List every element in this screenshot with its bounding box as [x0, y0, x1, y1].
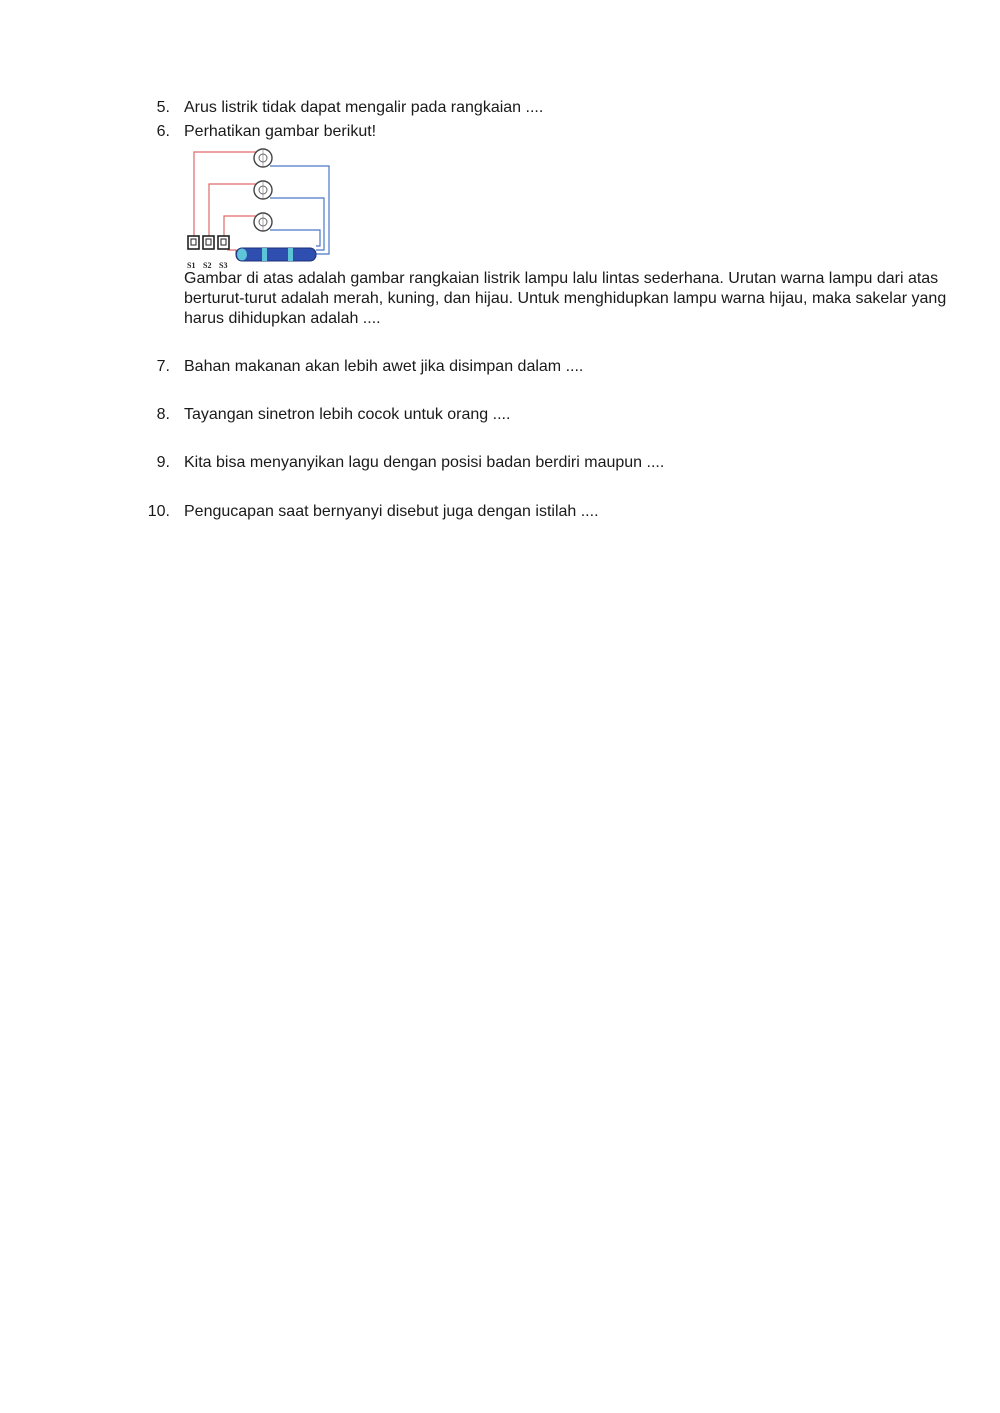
switch-3: [218, 236, 229, 249]
question-number: 6.: [156, 123, 170, 140]
question-text: Kita bisa menyanyikan lagu dengan posisi badan berdiri maupun ....: [184, 454, 665, 471]
traffic-light-circuit-diagram: [184, 146, 334, 270]
question-text: Arus listrik tidak dapat mengalir pada rangkaian ....: [184, 99, 544, 116]
question-text: Pengucapan saat bernyanyi disebut juga dengan istilah ....: [184, 503, 599, 520]
lamp-top: [254, 149, 272, 167]
question-6-description: Gambar di atas adalah gambar rangkaian listrik lampu lalu lintas sederhana. Urutan warna lampu dari atas berturut-turut adalah merah, kuning, dan hijau. Untuk menghidupkan lampu warna hijau, maka sakelar yang harus dihidupkan adalah ....: [184, 270, 947, 327]
battery-pack: [236, 248, 316, 261]
switch-label-1: S1: [187, 261, 196, 270]
switch-2: [203, 236, 214, 249]
question-number: 5.: [156, 99, 170, 116]
question-number: 7.: [156, 358, 170, 375]
question-number: 9.: [156, 454, 170, 471]
switch-1: [188, 236, 199, 249]
question-text: Bahan makanan akan lebih awet jika disimpan dalam ....: [184, 358, 584, 375]
question-text: Perhatikan gambar berikut!: [184, 123, 377, 140]
switch-label-3: S3: [219, 261, 228, 270]
question-text: Tayangan sinetron lebih cocok untuk orang ....: [184, 406, 511, 423]
question-number: 10.: [147, 503, 170, 520]
question-number: 8.: [156, 406, 170, 423]
lamp-middle: [254, 181, 272, 199]
negative-wires: [270, 166, 329, 254]
switch-label-2: S2: [203, 261, 212, 270]
lamp-bottom: [254, 213, 272, 231]
